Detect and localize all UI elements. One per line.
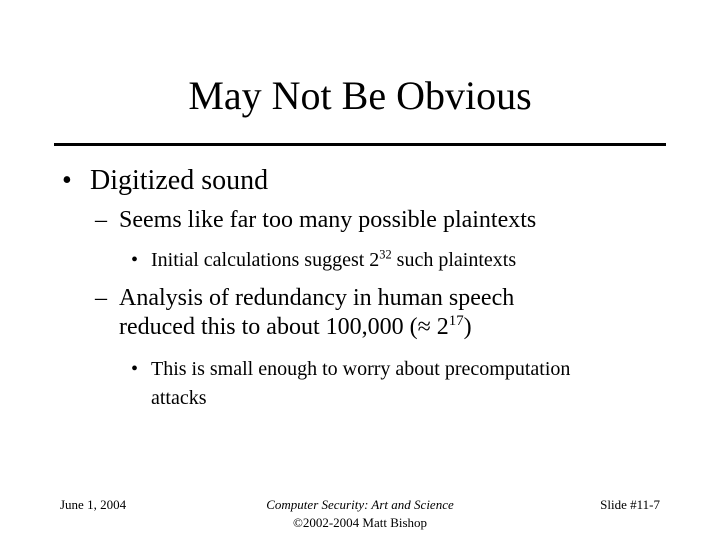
bullet-marker: •	[131, 358, 139, 380]
footer-slide-number: Slide #11-7	[600, 497, 660, 512]
footer-book-title: Computer Security: Art and Science	[266, 497, 454, 512]
title-divider	[54, 143, 666, 146]
bullet-marker: •	[62, 165, 72, 196]
slide-title: May Not Be Obvious	[188, 73, 532, 118]
subbullet-text-line2	[119, 314, 472, 341]
subbullet-text: Seems like far too many possible plaintexts	[119, 207, 537, 233]
footer-date: June 1, 2004	[60, 497, 127, 512]
exponent: 32	[379, 247, 392, 262]
dash-marker: –	[95, 285, 107, 311]
text-part: Initial calculations suggest 2	[151, 249, 380, 271]
exponent: 17	[448, 313, 464, 330]
text-part: reduced this to about 100,000 (≈ 2	[119, 314, 449, 340]
text-part: )	[463, 314, 472, 340]
bullet-marker: •	[131, 249, 139, 271]
bullet-text: Digitized sound	[90, 165, 269, 196]
subsubbullet-text-line2: attacks	[151, 387, 207, 409]
subsubbullet-text-line1: This is small enough to worry about precomputation	[151, 358, 571, 380]
subbullet-text-line1: Analysis of redundancy in human speech	[119, 285, 515, 311]
subsubbullet-text	[151, 246, 516, 275]
footer-copyright: ©2002-2004 Matt Bishop	[292, 515, 428, 530]
dash-marker: –	[95, 207, 107, 233]
footer-credits	[200, 496, 520, 532]
text-part: such plaintexts	[391, 249, 517, 271]
